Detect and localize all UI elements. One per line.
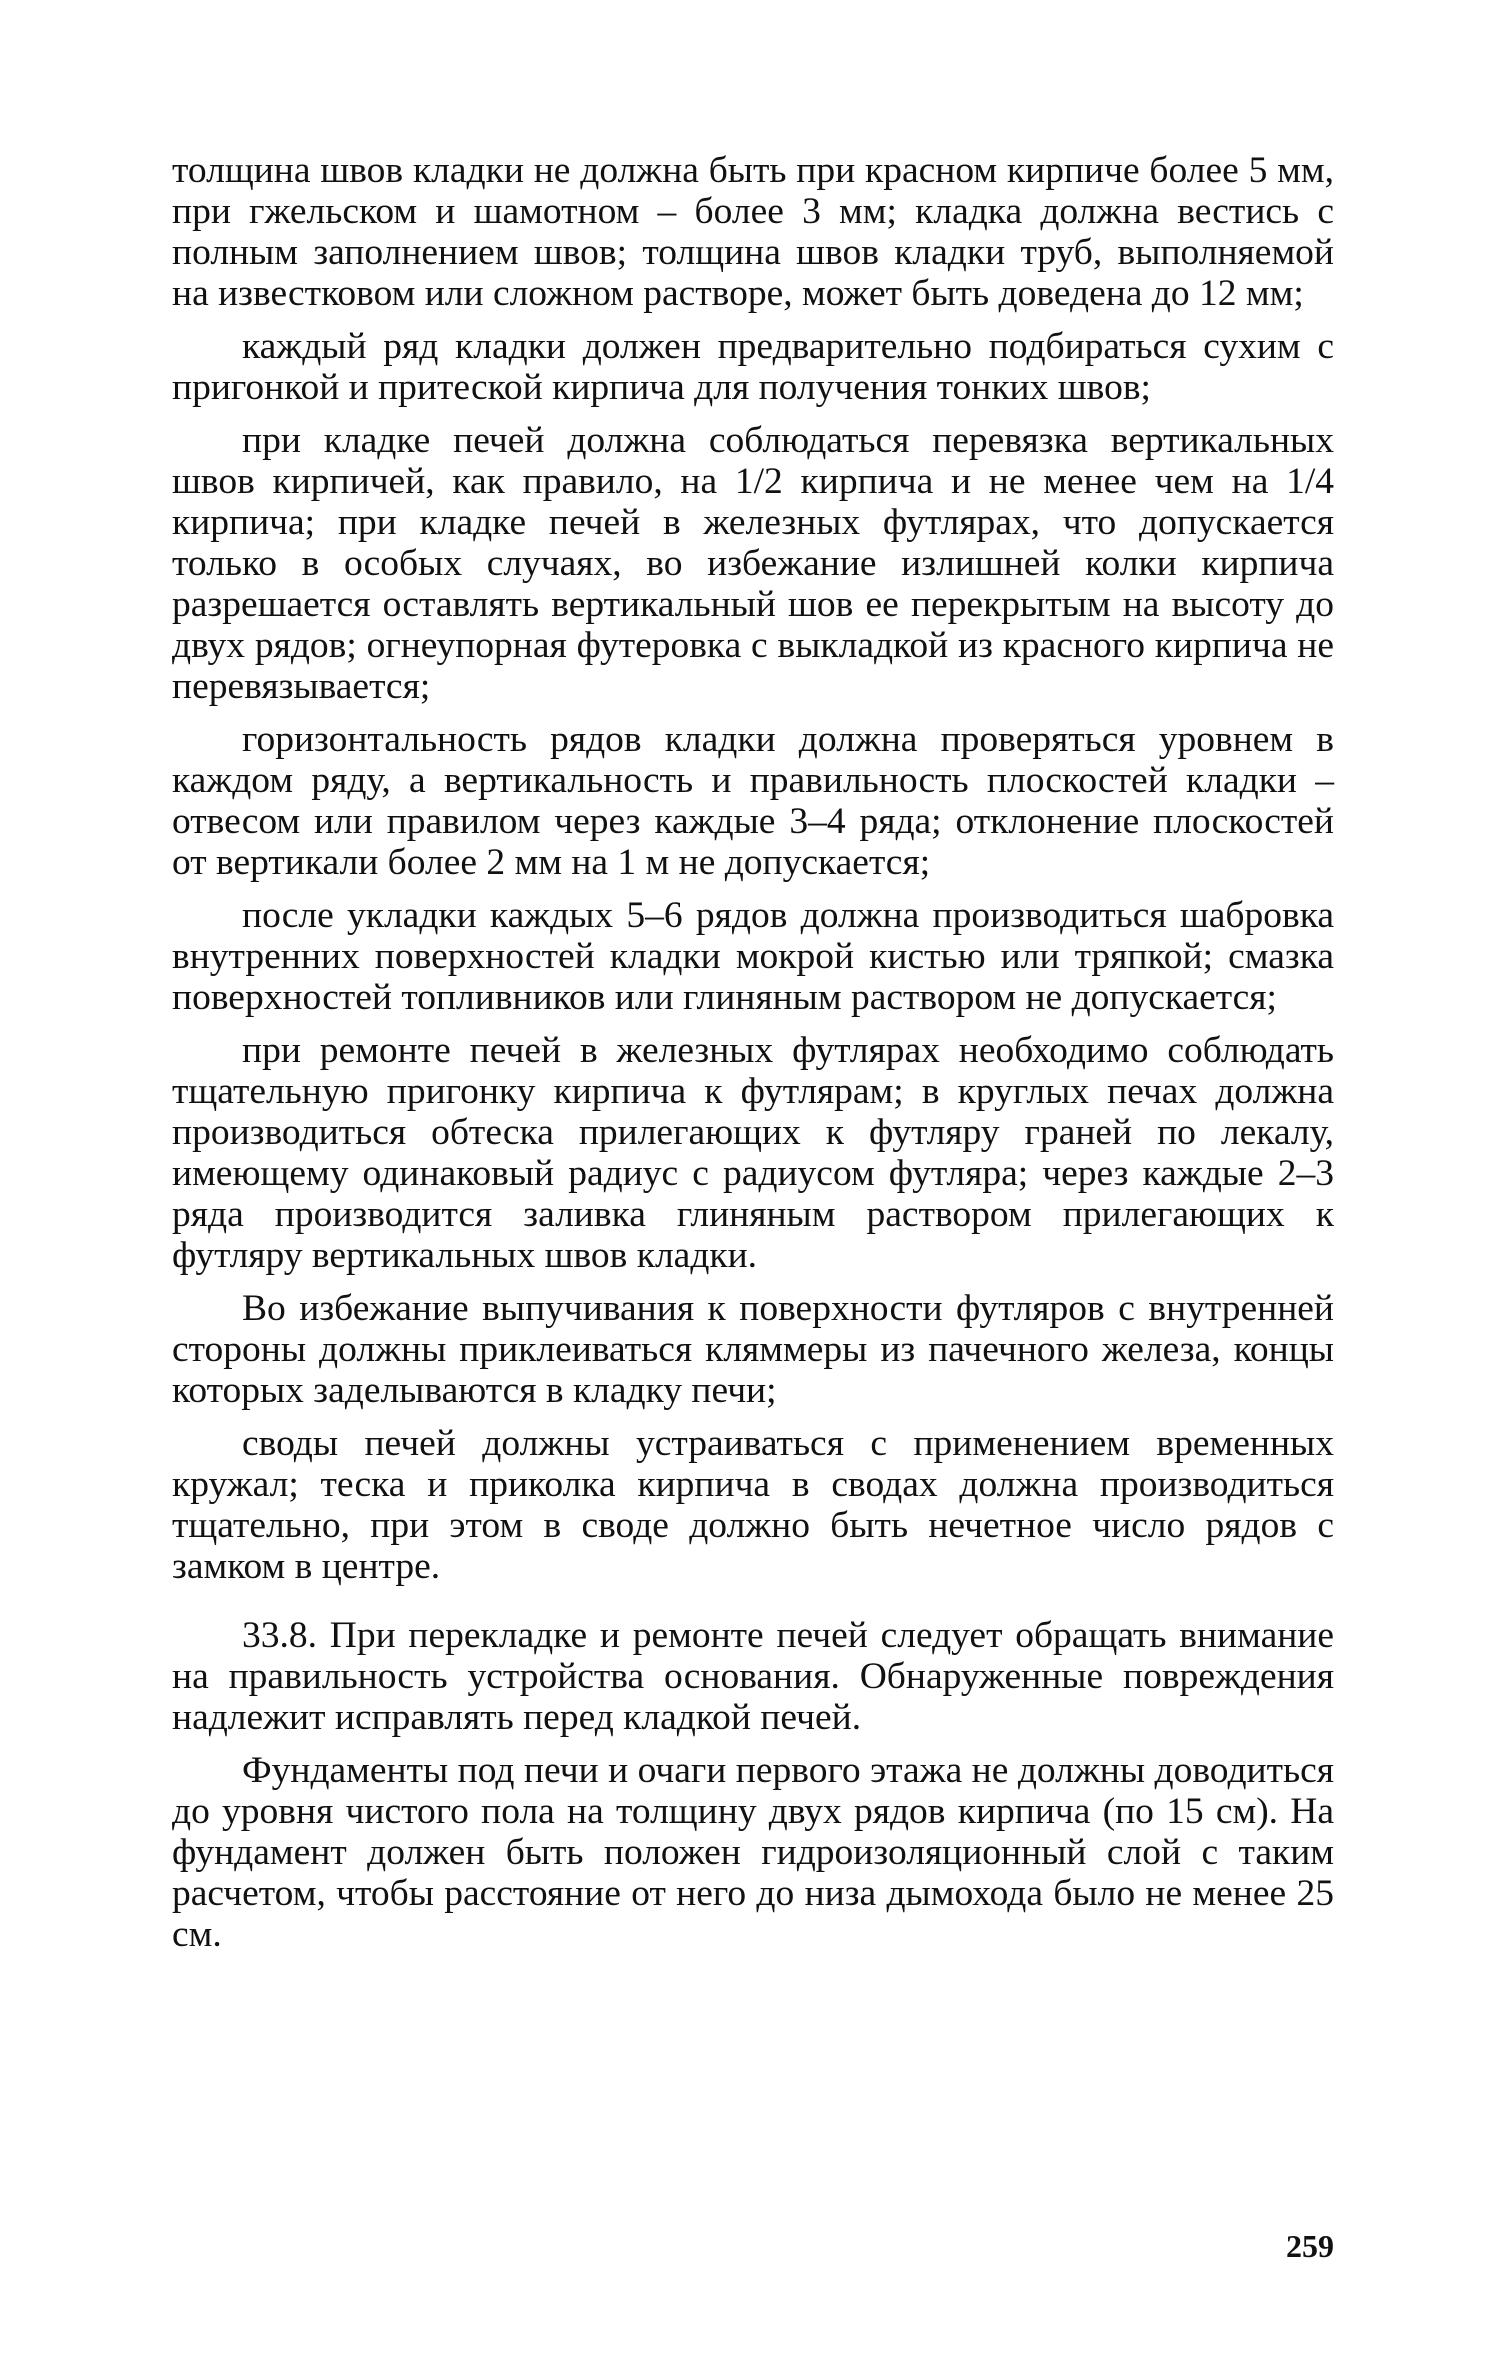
paragraph-iron-cases: при ремонте печей в железных футлярах необходимо соблюдать тщательную пригонку кирпича к футлярам; в круглых печах должна производиться обтеска прилегающих к футляру граней по лекалу, имеющему одинаковый радиус с радиусом футляра; через каждые 2–3 ряда производится заливка глиняным раствором прилегающих к футляру вертикальных швов кладки.	[172, 1030, 1334, 1276]
paragraph-dry-fitting: каждый ряд кладки должен предварительно подбираться сухим с пригонкой и притеской кирпича для получения тонких швов;	[172, 326, 1334, 408]
paragraph-foundations: Фундаменты под печи и очаги первого этажа не должны доводиться до уровня чистого пола на толщину двух рядов кирпича (по 15 см). На фундамент должен быть положен гидроизоляционный слой с таким расчетом, чтобы расстояние от него до низа дымохода было не менее 25 см.	[172, 1750, 1334, 1955]
page-body	[172, 150, 1334, 1967]
page-number: 259	[1286, 2228, 1334, 2264]
paragraph-seam-thickness: толщина швов кладки не должна быть при красном кирпиче более 5 мм, при гжельском и шамотном – более 3 мм; кладка должна вестись с полным заполнением швов; толщина швов кладки труб, выполняемой на известковом или сложном растворе, может быть доведена до 12 мм;	[172, 150, 1334, 314]
paragraph-level-check: горизонтальность рядов кладки должна проверяться уровнем в каждом ряду, а вертикальность и правильность плоскостей кладки – отвесом или правилом через каждые 3–4 ряда; отклонение плоскостей от вертикали более 2 мм на 1 м не допускается;	[172, 719, 1334, 883]
paragraph-section-33-8: 33.8. При перекладке и ремонте печей следует обращать внимание на правильность устройства основания. Обнаруженные повреждения надлежит исправлять перед кладкой печей.	[172, 1615, 1334, 1738]
paragraph-scraping: после укладки каждых 5–6 рядов должна производиться шабровка внутренних поверхностей кладки мокрой кистью или тряпкой; смазка поверхностей топливников или глиняным раствором не допускается;	[172, 895, 1334, 1018]
paragraph-seam-bonding: при кладке печей должна соблюдаться перевязка вертикальных швов кирпичей, как правило, на 1/2 кирпича и не менее чем на 1/4 кирпича; при кладке печей в железных футлярах, что допускается только в особых случаях, во избежание излишней колки кирпича разрешается оставлять вертикальный шов ее перекрытым на высоту до двух рядов; огнеупорная футеровка с выкладкой из красного кирпича не перевязывается;	[172, 420, 1334, 707]
paragraph-clamps: Во избежание выпучивания к поверхности футляров с внутренней стороны должны приклеиваться кляммеры из пачечного железа, концы которых заделываются в кладку печи;	[172, 1288, 1334, 1411]
paragraph-vaults: своды печей должны устраиваться с применением временных кружал; теска и приколка кирпича в сводах должна производиться тщательно, при этом в своде должно быть нечетное число рядов с замком в центре.	[172, 1423, 1334, 1587]
